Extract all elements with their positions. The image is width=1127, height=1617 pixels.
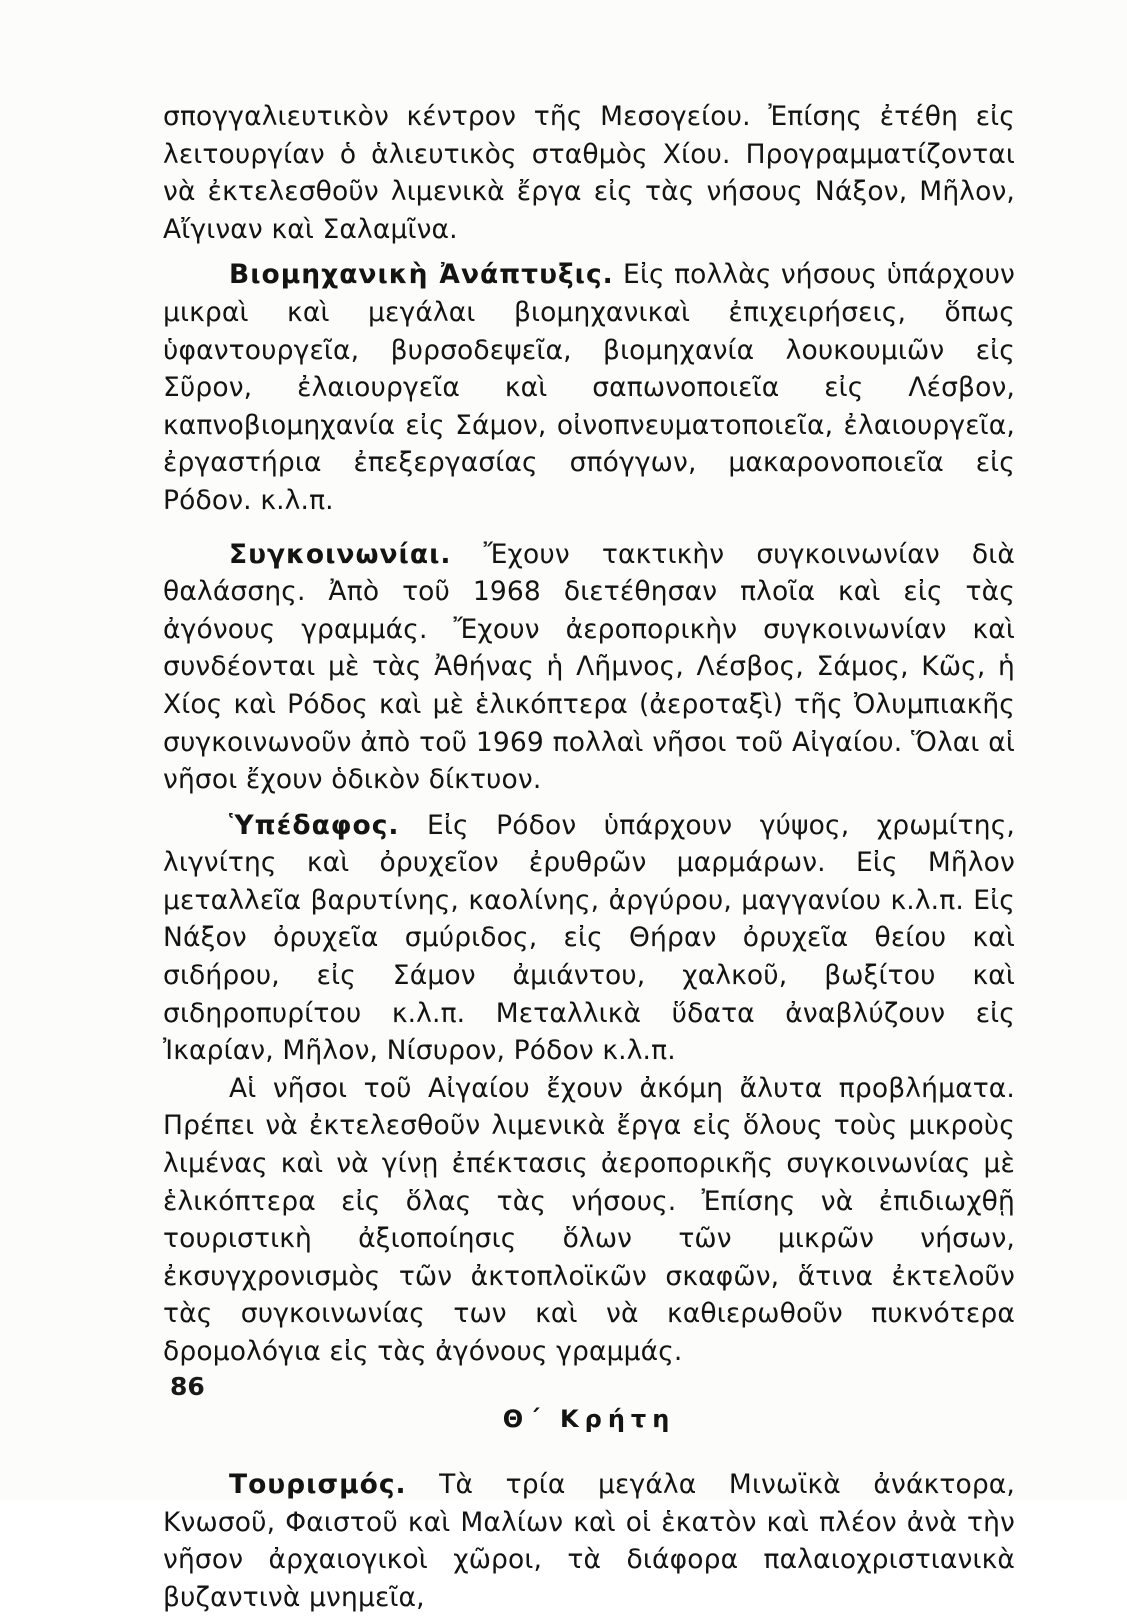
heading-tourism: Τουρισμός. (229, 1469, 407, 1501)
paragraph-fisheries: σπογγαλιευτικὸν κέντρον τῆς Μεσογείου. Ἐπίσης ἐτέθη εἰς λειτουργίαν ὁ ἁλιευτικὸς σταθμὸς Χίου. Προγραμματίζονται νὰ ἐκτελεσθοῦν λιμενικὰ ἔργα εἰς τὰς νήσους Νάξον, Μῆλον, Αἴγιναν καὶ Σαλαμῖνα. (163, 101, 1015, 245)
text-subsoil: Εἰς Ρόδον ὑπάρχουν γύψος, χρωμίτης, λιγνίτης καὶ ὀρυχεῖον ἐρυθρῶν μαρμάρων. Εἰς Μῆλον μεταλλεῖα βαρυτίνης, καολίνης, ἀργύρου, μαγγανίου κ.λ.π. Εἰς Νάξον ὀρυχεῖα σμύριδος, εἰς Θήραν ὀρυχεῖα θείου καὶ σιδήρου, εἰς Σάμον ἀμιάντου, χαλκοῦ, βωξίτου καὶ σιδηροπυρίτου κ.λ.π. Μεταλλικὰ ὕδατα ἀναβλύζουν εἰς Ἰκαρίαν, Μῆλον, Νίσυρον, Ρόδον κ.λ.π. (163, 809, 1015, 1067)
heading-communications: Συγκοινωνίαι. (229, 538, 452, 570)
heading-subsoil: Ὑπέδαφος. (229, 809, 400, 841)
page-text (163, 98, 1015, 1617)
text-tourism: Τὰ τρία μεγάλα Μινωϊκὰ ἀνάκτορα, Κνωσοῦ, Φαιστοῦ καὶ Μαλίων καὶ οἱ ἑκατὸν καὶ πλέον ἀνὰ τὴν νῆσον ἀρχαιογικοὶ χῶροι, τὰ διάφορα παλαιοχριστιανικὰ βυζαντινὰ μνημεῖα, (163, 1469, 1015, 1613)
text-industry: Εἰς πολλὰς νήσους ὑπάρχουν μικραὶ καὶ μεγάλαι βιομηχανικαὶ ἐπιχειρήσεις, ὅπως ὑφαντουργεῖα, βυρσοδεψεῖα, βιομηχανία λουκουμιῶν εἰς Σῦρον, ἐλαιουργεῖα καὶ σαπωνοποιεῖα εἰς Λέσβον, καπνοβιομηχανία εἰς Σάμον, οἰνοπνευματοποιεῖα, ἐλαιουργεῖα, ἐργαστήρια ἐπεξεργασίας σπόγγων, μακαρονοποιεῖα εἰς Ρόδον. κ.λ.π. (163, 259, 1015, 516)
paragraph-industry (163, 256, 1015, 519)
paragraph-communications (163, 536, 1015, 799)
paragraph-problems: Αἱ νῆσοι τοῦ Αἰγαίου ἔχουν ἀκόμη ἄλυτα προβλήματα. Πρέπει νὰ ἐκτελεσθοῦν λιμενικὰ ἔργα εἰς ὅλους τοὺς μικροὺς λιμένας καὶ νὰ γίνῃ ἐπέκτασις ἀεροπορικῆς συγκοινωνίας μὲ ἑλικόπτερα εἰς ὅλας τὰς νήσους. Ἐπίσης νὰ ἐπιδιωχθῇ τουριστικὴ ἀξιοποίησις ὅλων τῶν μικρῶν νήσων, ἐκσυγχρονισμὸς τῶν ἀκτοπλοϊκῶν σκαφῶν, ἅτινα ἐκτελοῦν τὰς συγκοινωνίας των καὶ νὰ καθιερωθοῦν πυκνότερα δρομολόγια εἰς τὰς ἀγόνους γραμμάς. (163, 1072, 1015, 1367)
paragraph-subsoil (163, 807, 1015, 1070)
section-title-crete: Θ΄ Κρήτη (502, 1404, 676, 1433)
heading-industry: Βιομηχανικὴ Ἀνάπτυξις. (229, 259, 614, 291)
page-number: 86 (170, 1372, 205, 1401)
paragraph-tourism (163, 1466, 1015, 1616)
text-communications: Ἔχουν τακτικὴν συγκοινωνίαν διὰ θαλάσσης. Ἀπὸ τοῦ 1968 διετέθησαν πλοῖα καὶ εἰς τὰς ἀγόνους γραμμάς. Ἔχουν ἀεροπορικὴν συγκοινωνίαν καὶ συνδέονται μὲ τὰς Ἀθήνας ἡ Λῆμνος, Λέσβος, Σάμος, Κῶς, ἡ Χίος καὶ Ρόδος καὶ μὲ ἑλικόπτερα (ἀεροταξὶ) τῆς Ὀλυμπιακῆς συγκοινωνοῦν ἀπὸ τοῦ 1969 πολλαὶ νῆσοι τοῦ Αἰγαίου. Ὅλαι αἱ νῆσοι ἔχουν ὁδικὸν δίκτυον. (163, 538, 1015, 796)
